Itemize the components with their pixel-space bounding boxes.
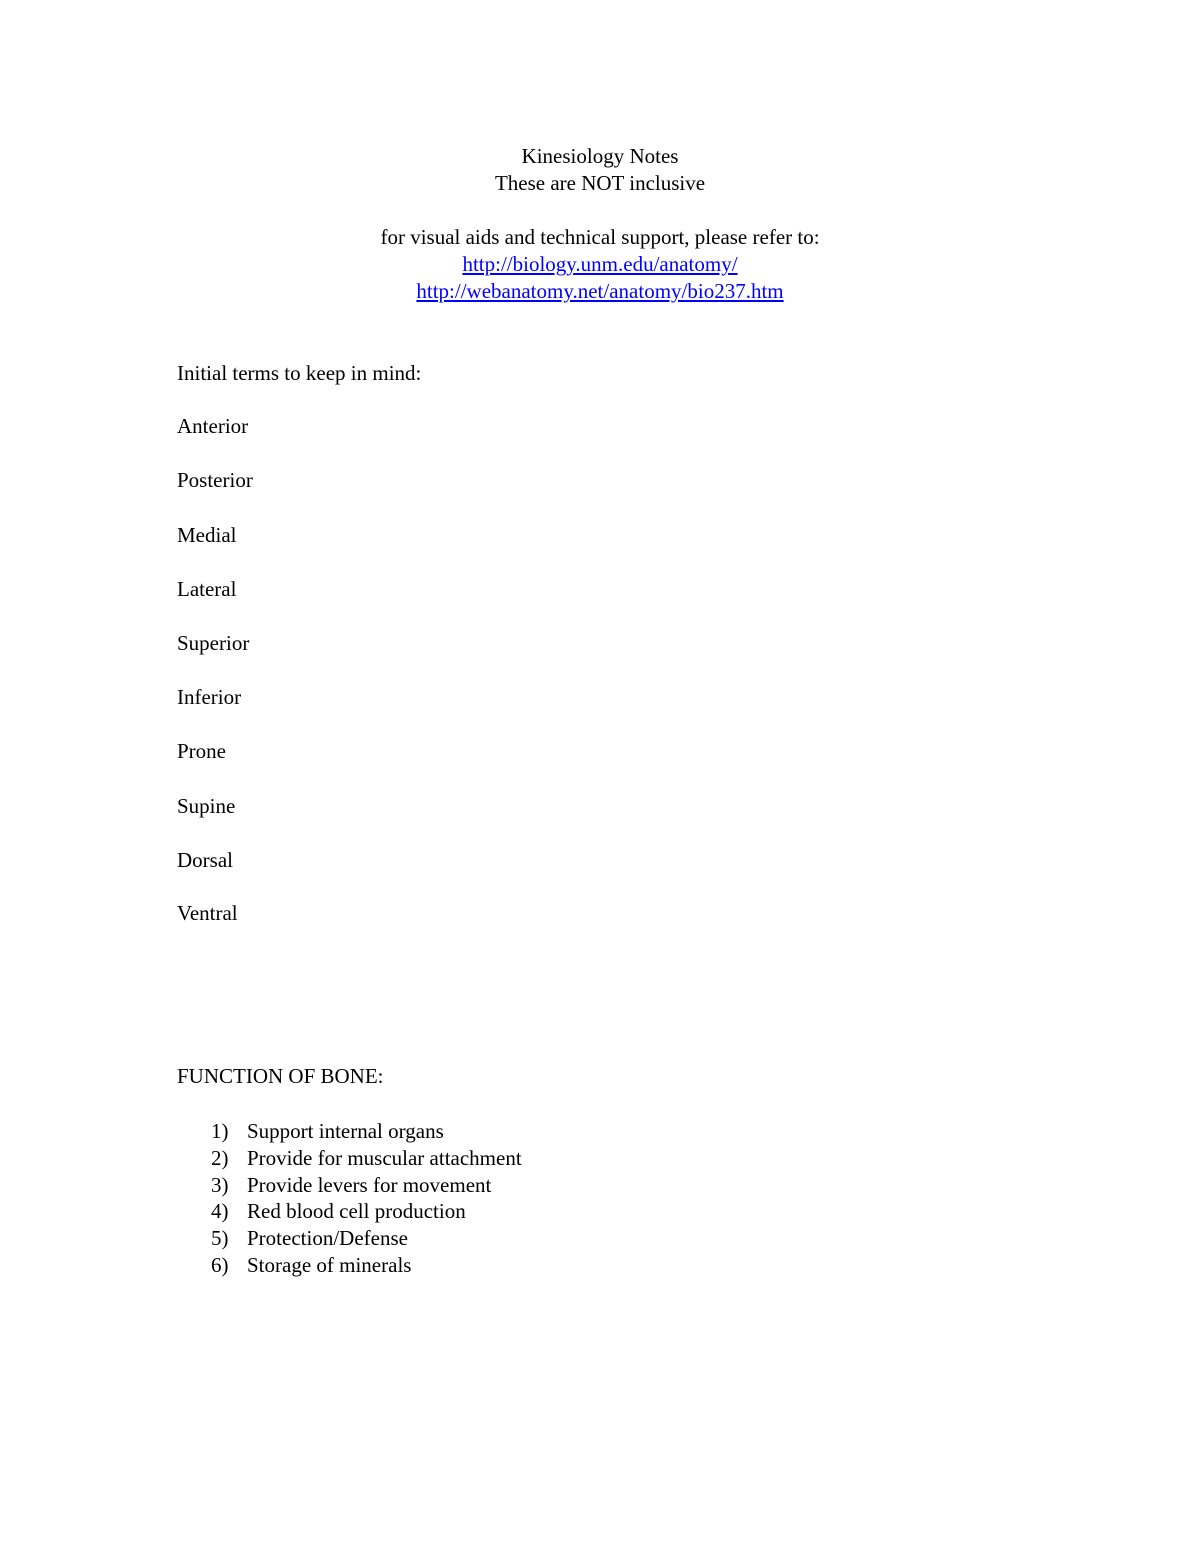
term-medial: Medial: [177, 523, 237, 547]
term-posterior: Posterior: [177, 468, 253, 492]
term-lateral: Lateral: [177, 577, 237, 601]
list-number: 4): [211, 1199, 229, 1223]
term-anterior: Anterior: [177, 414, 249, 438]
list-item: [211, 1198, 466, 1225]
list-number: 3): [211, 1173, 229, 1197]
list-text: Protection/Defense: [247, 1226, 408, 1250]
term-inferior: Inferior: [177, 685, 242, 709]
biology-unm-link[interactable]: http://biology.unm.edu/anatomy/: [462, 252, 738, 276]
list-number: 1): [211, 1119, 229, 1143]
list-text: Storage of minerals: [247, 1253, 412, 1277]
link-line-1: [0, 251, 1200, 278]
link-line-2: [0, 278, 1200, 305]
bone-function-heading: FUNCTION OF BONE:: [177, 1064, 384, 1088]
list-number: 2): [211, 1146, 229, 1170]
term-ventral: Ventral: [177, 901, 238, 925]
list-item: [211, 1145, 522, 1172]
webanatomy-link[interactable]: http://webanatomy.net/anatomy/bio237.htm: [416, 279, 784, 303]
list-text: Support internal organs: [247, 1119, 444, 1143]
term-prone: Prone: [177, 739, 226, 763]
list-item: [211, 1252, 411, 1279]
list-number: 5): [211, 1226, 229, 1250]
list-item: [211, 1172, 491, 1199]
term-supine: Supine: [177, 794, 236, 818]
list-text: Provide for muscular attachment: [247, 1146, 522, 1170]
list-item: [211, 1225, 408, 1252]
term-dorsal: Dorsal: [177, 848, 233, 872]
list-text: Red blood cell production: [247, 1199, 466, 1223]
list-number: 6): [211, 1253, 229, 1277]
terms-heading: Initial terms to keep in mind:: [177, 361, 422, 385]
refer-text: for visual aids and technical support, please refer to:: [380, 225, 820, 249]
page-subtitle: These are NOT inclusive: [494, 171, 706, 195]
page-title: Kinesiology Notes: [521, 144, 679, 168]
term-superior: Superior: [177, 631, 250, 655]
list-text: Provide levers for movement: [247, 1173, 492, 1197]
list-item: [211, 1118, 444, 1145]
